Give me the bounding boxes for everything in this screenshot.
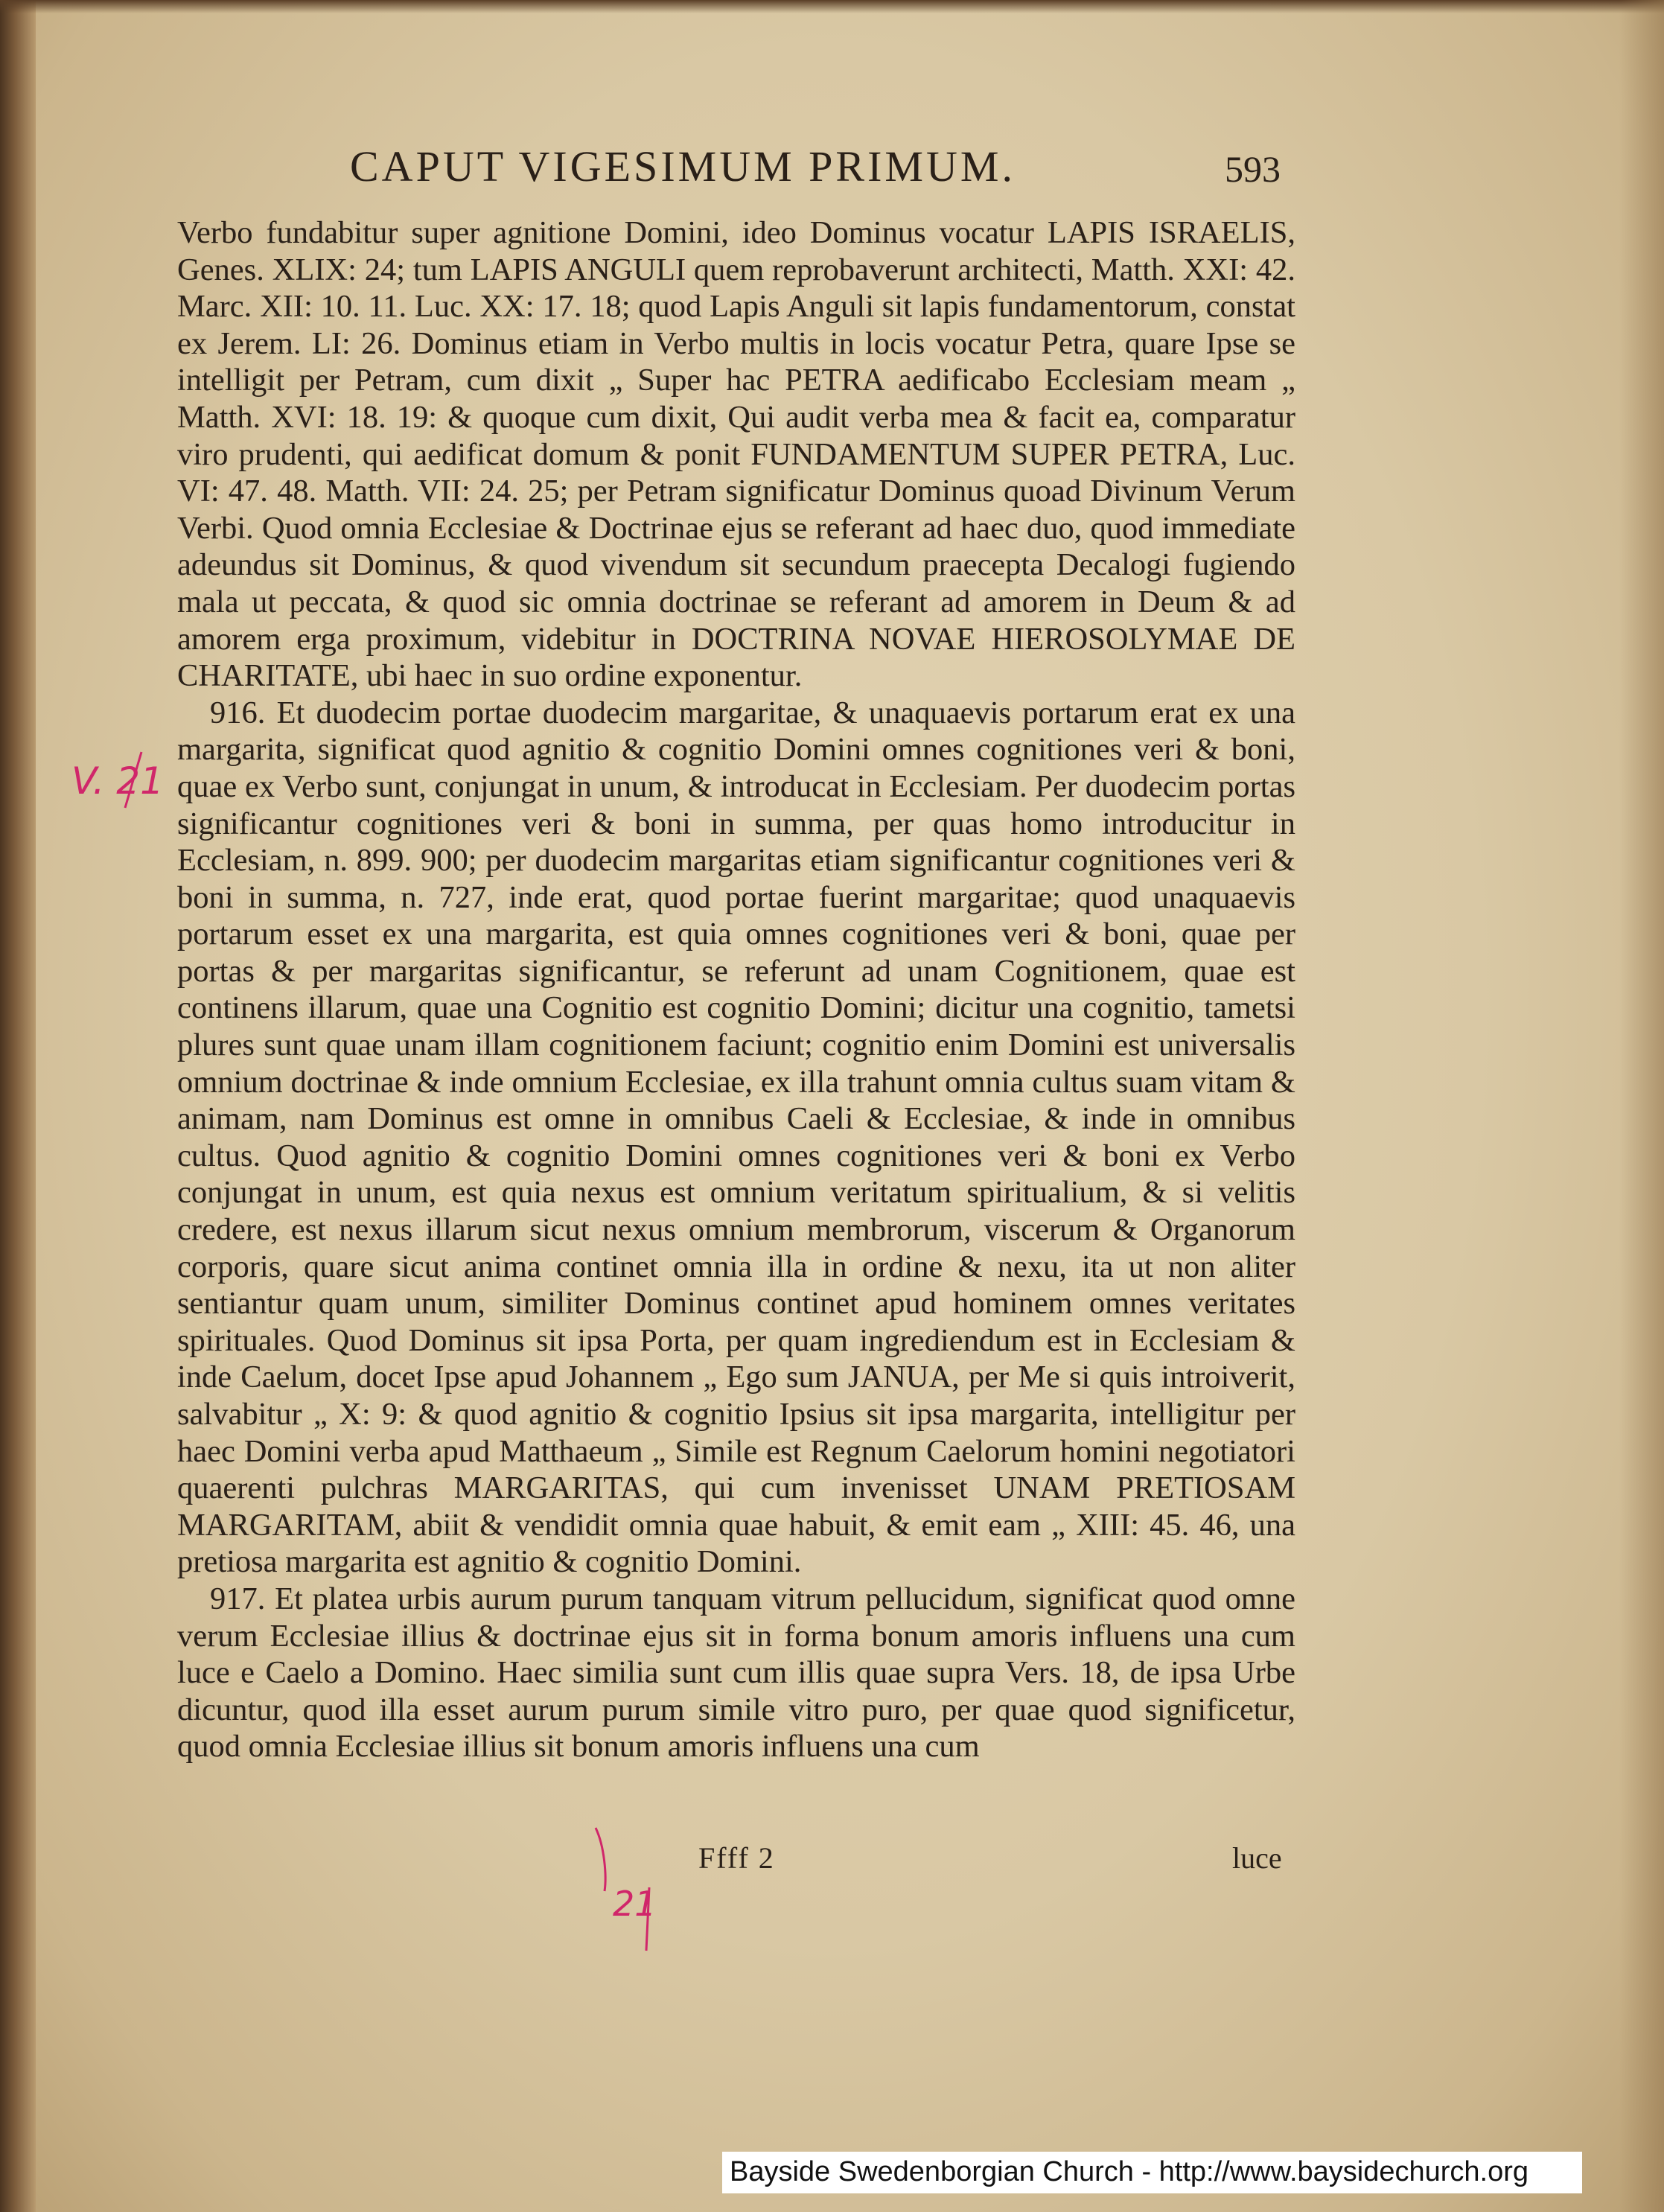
page-number: 593: [1225, 148, 1281, 190]
paragraph-916: 916. Et duodecim portae duodecim margaritae, & unaquaevis portarum erat ex una margarita, significat quod agnitio & cognitio Domini omnes cognitiones veri & boni, quae ex Verbo sunt, conjungat in unum, & introducat in Ecclesiam. Per duodecim portas significantur cognitiones veri & boni in summa, per quas homo introducitur in Ecclesiam, n. 899. 900; per duodecim margaritas etiam significantur cognitiones veri & boni in summa, n. 727, inde erat, quod portae fuerint margaritae; quod unaquaevis portarum esset ex una margarita, est quia omnes cognitiones veri & boni, quae per portas & per margaritas significantur, se referunt ad unam Cognitionem, quae est continens illarum, quae una Cognitio est cognitio Domini; dicitur una cognitio, tametsi plures sunt quae unam illam cognitionem faciunt; cognitio enim Domini est universalis omnium doctrinae & inde omnium Ecclesiae, ex illa trahunt omnia cultus suam vitam & animam, nam Dominus est omne in omnibus Caeli & Ecclesiae, & inde in omnibus cultus. Quod agnitio & cognitio Domini omnes cognitiones veri & boni ex Verbo conjungat in unum, est quia nexus est omnium veritatum spiritualium, & si velitis credere, est nexus illarum sicut nexus omnium membrorum, viscerum & Organorum corporis, quare sicut anima continet omnia illa in ordine & nexu, ita ut non aliter sentiantur quam unum, similiter Dominus continet apud hominem omnes veritates spirituales. Quod Dominus sit ipsa Porta, per quam ingrediendum est in Ecclesiam & inde Caelum, docet Ipse apud Johannem „ Ego sum JANUA, per Me si quis introiverit, salvabitur „ X: 9: & quod agnitio & cognitio Ipsius sit ipsa margarita, intelligitur per haec Domini verba apud Matthaeum „ Simile est Regnum Caelorum homini negotiatori quaerenti pulchras MARGARITAS, qui cum invenisset UNAM PRETIOSAM MARGARITAM, abiit & vendidit omnia quae habuit, & emit eam „ XIII: 45. 46, una pretiosa margarita est agnitio & cognitio Domini.: [177, 695, 1295, 1580]
watermark-text: Bayside Swedenborgian Church - http://www.baysidechurch.org: [730, 2156, 1529, 2187]
printer-signature: Ffff 2: [698, 1841, 775, 1875]
paragraph-917: 917. Et platea urbis aurum purum tanquam vitrum pellucidum, significat quod omne verum Ecclesiae illius & doctrinae ejus sit in forma bonum amoris influens una cum luce e Caelo a Domino. Haec similia sunt cum illis quae supra Vers. 18, de ipsa Urbe dicuntur, quod illa esset aurum purum simile vitro puro, per quae quod significetur, quod omnia Ecclesiae illius sit bonum amoris influens una cum: [177, 1581, 1295, 1765]
watermark-banner: [722, 2152, 1582, 2193]
paragraph-continuation: Verbo fundabitur super agnitione Domini, ideo Dominus vocatur LAPIS ISRAELIS, Genes. XLIX: 24; tum LAPIS ANGULI quem reprobaverunt architecti, Matth. XXI: 42. Marc. XII: 10. 11. Luc. XX: 17. 18; quod Lapis Anguli sit lapis fundamentorum, constat ex Jerem. LI: 26. Dominus etiam in Verbo multis in locis vocatur Petra, quare Ipse se intelligit per Petram, cum dixit „ Super hac PETRA aedificabo Ecclesiam meam „ Matth. XVI: 18. 19: & quoque cum dixit, Qui audit verba mea & facit ea, comparatur viro prudenti, qui aedificat domum & ponit FUNDAMENTUM SUPER PETRA, Luc. VI: 47. 48. Matth. VII: 24. 25; per Petram significatur Dominus quoad Divinum Verum Verbi. Quod omnia Ecclesiae & Doctrinae ejus se referant ad haec duo, quod immediate adeundus sit Dominus, & quod vivendum sit secundum praecepta Decalogi fugiendo mala ut peccata, & quod sic omnia doctrinae se referant ad amorem in Deum & ad amorem erga proximum, videbitur in DOCTRINA NOVAE HIEROSOLYMAE DE CHARITATE, ubi haec in suo ordine exponentur.: [177, 215, 1295, 694]
pen-stroke-bottom: [596, 1828, 605, 1891]
page-top-edge: [0, 0, 1664, 13]
running-title: CAPUT VIGESIMUM PRIMUM.: [350, 142, 1016, 191]
body-text: [177, 214, 1295, 1765]
handwritten-bottom-note: 21: [613, 1884, 657, 1924]
page-right-edge: [1619, 0, 1664, 2212]
catchword: luce: [1232, 1841, 1282, 1875]
handwritten-margin-note: V. 21: [71, 759, 164, 803]
page-header: [350, 141, 1318, 208]
book-spine-shadow: [0, 0, 36, 2212]
